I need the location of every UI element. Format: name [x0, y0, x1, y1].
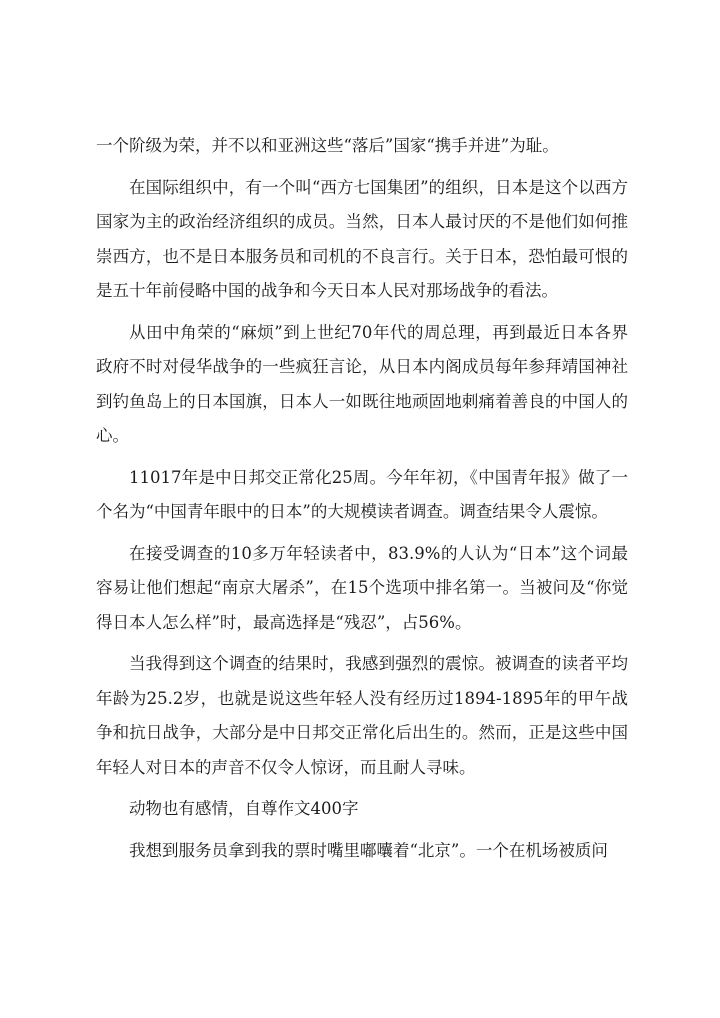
paragraph-7: 动物也有感情，自尊作文400字	[129, 799, 359, 818]
paragraph-1: 一个阶级为荣，并不以和亚洲这些“落后”国家“携手并进”为耻。	[96, 136, 559, 155]
paragraph-6: 当我得到这个调查的结果时，我感到强烈的震惊。被调查的读者平均年龄为25.2岁，也就是说这些年轻人没有经历过1894-1895年的甲午战争和抗日战争，大部分是中日邦交正常化后出生的。然而，正是这些中国年轻人对日本的声音不仅令人惊讶，而且耐人寻味。	[96, 654, 628, 777]
paragraph-5: 在接受调查的10多万年轻读者中，83.9%的人认为“日本”这个词最容易让他们想起“南京大屠杀”，在15个选项中排名第一。当被问及“你觉得日本人怎么样”时，最高选择是“残忍”，占56%。	[96, 543, 628, 632]
paragraph-2: 在国际组织中，有一个叫“西方七国集团”的组织，日本是这个以西方国家为主的政治经济组织的成员。当然，日本人最讨厌的不是他们如何推崇西方，也不是日本服务员和司机的不良言行。关于日本，恐怕最可恨的是五十年前侵略中国的战争和今天日本人民对那场战争的看法。	[96, 177, 628, 300]
paragraph-4: 11017年是中日邦交正常化25周。今年年初，《中国青年报》做了一个名为“中国青年眼中的日本”的大规模读者调查。调查结果令人震惊。	[96, 467, 628, 521]
paragraph-8: 我想到服务员拿到我的票时嘴里嘟囔着“北京”。一个在机场被质问	[129, 840, 608, 860]
paragraph-3: 从田中角荣的“麻烦”到上世纪70年代的周总理，再到最近日本各界政府不时对侵华战争的一些疯狂言论，从日本内阁成员每年参拜靖国神社到钓鱼岛上的日本国旗，日本人一如既往地顽固地刺痛着善良的中国人的心。	[96, 322, 628, 445]
document-body	[96, 129, 628, 875]
